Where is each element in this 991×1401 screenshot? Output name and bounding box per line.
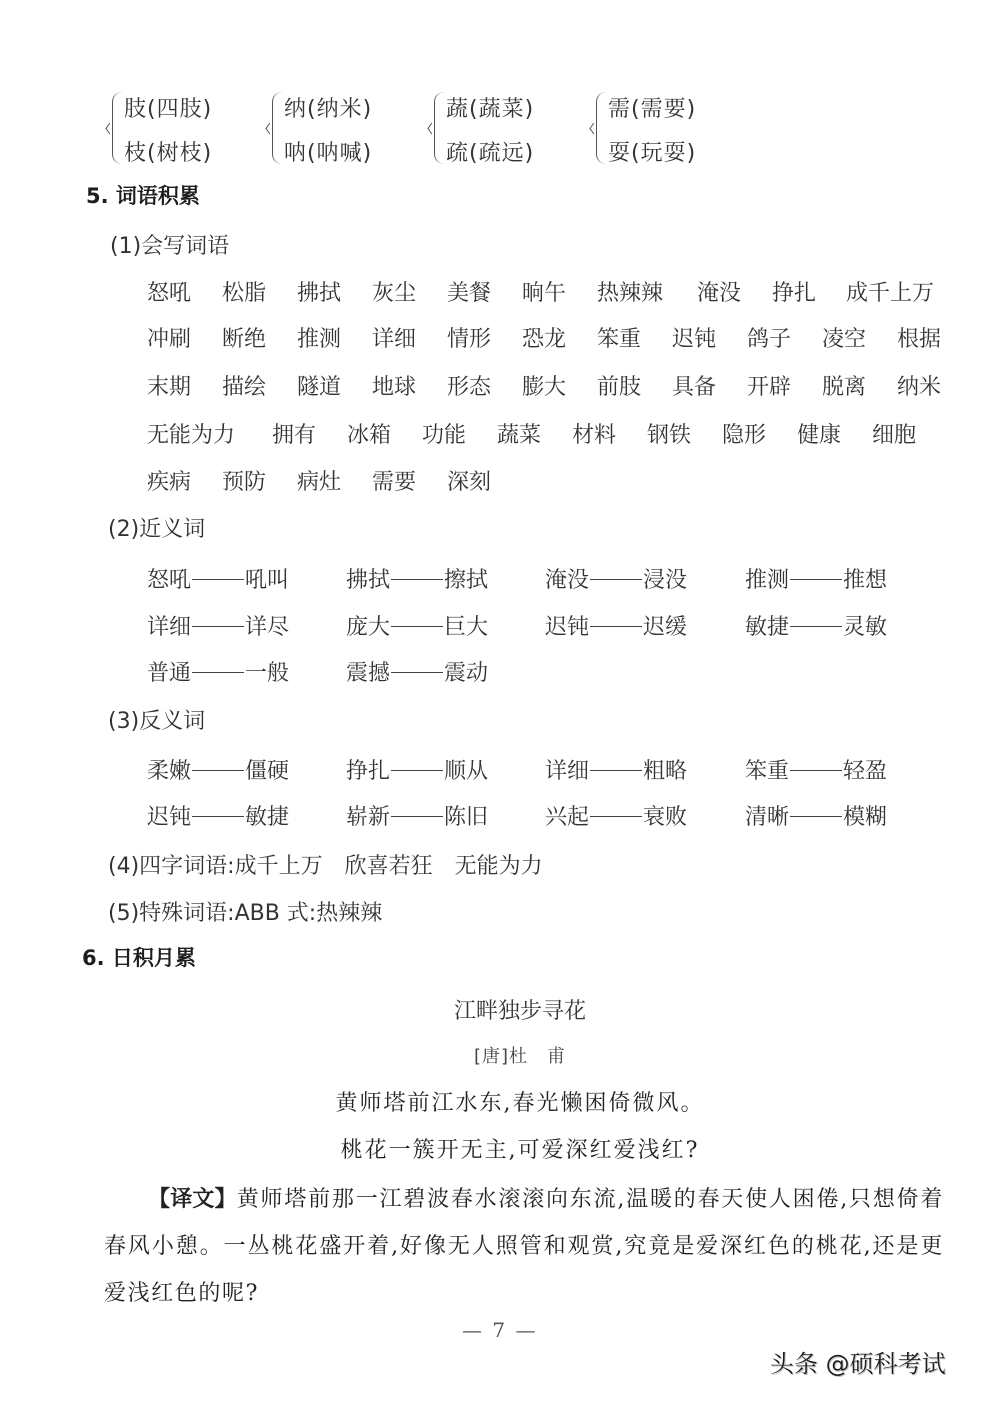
synonym-pair [545, 610, 687, 641]
word: 描绘 [222, 375, 267, 400]
word: 根据 [897, 327, 942, 352]
word: 灵敏 [843, 615, 888, 640]
synonym-pair [147, 563, 289, 594]
word: 美餐 [447, 281, 492, 306]
word: 情形 [447, 327, 492, 352]
part-4-line [108, 849, 543, 880]
word: 详尽 [245, 615, 290, 640]
four-character-words: 成千上万 欣喜若狂 无能为力 [234, 854, 543, 879]
word: 膨大 [522, 375, 567, 400]
word: 顺从 [444, 759, 489, 784]
word: 敏捷 [745, 615, 790, 640]
bracket-line: 纳(纳米) [284, 97, 373, 122]
synonym-pair [346, 610, 488, 641]
word: 衰败 [643, 805, 688, 830]
translation-paragraph [104, 1176, 944, 1317]
translation-text: 黄师塔前那一江碧波春水滚滚向东流,温暖的春天使人困倦,只想倚着春风小憩。一丛桃花盛开着,好像无人照管和观赏,究竟是爱深红色的桃花,还是更爱浅红色的呢? [104, 1187, 944, 1306]
synonym-pair [745, 563, 887, 594]
word: 材料 [572, 423, 617, 448]
dash-separator [391, 770, 443, 771]
word: 冲刷 [147, 327, 192, 352]
word: 隧道 [297, 375, 342, 400]
word: 热辣辣 [597, 281, 664, 306]
word: 吼叫 [245, 568, 290, 593]
word: 需要 [372, 470, 417, 495]
word: 健康 [797, 423, 842, 448]
word: 柔嫩 [147, 759, 192, 784]
bracket-line: 需(需要) [608, 97, 697, 122]
part-5-line [108, 896, 382, 927]
poem-title: 江畔独步寻花 [453, 999, 586, 1024]
word: 迟钝 [147, 805, 192, 830]
word: 松脂 [222, 281, 267, 306]
word: 隐形 [722, 423, 767, 448]
poem-line: 桃花一簇开无主,可爱深红爱浅红? [340, 1138, 700, 1163]
word: 成千上万 [846, 281, 935, 306]
page-number: — 7 — [462, 1318, 538, 1342]
word: 脱离 [822, 375, 867, 400]
word: 形态 [447, 375, 492, 400]
word: 陈旧 [444, 805, 489, 830]
word: 凌空 [822, 327, 867, 352]
dash-separator [790, 816, 842, 817]
dash-separator [192, 672, 244, 673]
word: 细胞 [872, 423, 917, 448]
antonym-pair [346, 800, 488, 831]
word: 巨大 [444, 615, 489, 640]
synonym-pair [147, 656, 289, 687]
word: 模糊 [843, 805, 888, 830]
poem-line: 黄师塔前江水东,春光懒困倚微风。 [335, 1091, 705, 1116]
word: 具备 [672, 375, 717, 400]
antonym-pair [346, 754, 488, 785]
bracket-line: 耍(玩耍) [608, 141, 697, 166]
part-4-label: (4)四字词语: [108, 854, 235, 879]
word: 纳米 [897, 375, 942, 400]
brace-icon [112, 92, 122, 164]
dash-separator [590, 770, 642, 771]
word: 迟钝 [545, 615, 590, 640]
poem-author: [唐]杜 甫 [473, 1046, 567, 1067]
word: 末期 [147, 375, 192, 400]
word: 震撼 [346, 661, 391, 686]
antonym-pair [147, 800, 289, 831]
word: 断绝 [222, 327, 267, 352]
word: 功能 [422, 423, 467, 448]
word: 迟钝 [672, 327, 717, 352]
word: 怒吼 [147, 281, 192, 306]
synonym-pair [147, 610, 289, 641]
word: 推想 [843, 568, 888, 593]
antonym-pair [745, 800, 887, 831]
word: 地球 [372, 375, 417, 400]
part-5-label: (5)特殊词语: [108, 901, 235, 926]
synonym-pair [745, 610, 887, 641]
word: 详细 [147, 615, 192, 640]
brace-icon [272, 92, 282, 164]
word: 拥有 [272, 423, 317, 448]
word: 前肢 [597, 375, 642, 400]
word: 迟缓 [643, 615, 688, 640]
word: 崭新 [346, 805, 391, 830]
word: 挣扎 [772, 281, 817, 306]
synonym-pair [545, 563, 687, 594]
word: 庞大 [346, 615, 391, 640]
part-1-label: (1)会写词语 [110, 234, 230, 259]
word: 敏捷 [245, 805, 290, 830]
special-words: ABB 式:热辣辣 [234, 901, 383, 926]
word: 开辟 [747, 375, 792, 400]
bracket-line: 枝(树枝) [124, 141, 213, 166]
word: 钢铁 [647, 423, 692, 448]
word: 灰尘 [372, 281, 417, 306]
dash-separator [590, 626, 642, 627]
word: 预防 [222, 470, 267, 495]
word: 普通 [147, 661, 192, 686]
dash-separator [590, 816, 642, 817]
dash-separator [391, 672, 443, 673]
brace-icon [596, 92, 606, 164]
word: 僵硬 [245, 759, 290, 784]
word: 清晰 [745, 805, 790, 830]
dash-separator [192, 770, 244, 771]
word: 病灶 [297, 470, 342, 495]
word: 详细 [545, 759, 590, 784]
word: 拂拭 [297, 281, 342, 306]
word: 浸没 [643, 568, 688, 593]
synonym-pair [346, 563, 488, 594]
antonym-pair [545, 754, 687, 785]
bracket-line: 呐(呐喊) [284, 141, 373, 166]
dash-separator [192, 579, 244, 580]
brace-icon [434, 92, 444, 164]
part-3-label: (3)反义词 [108, 709, 206, 734]
word: 无能为力 [147, 423, 236, 448]
bracket-line: 疏(疏远) [446, 141, 535, 166]
word: 拂拭 [346, 568, 391, 593]
word: 疾病 [147, 470, 192, 495]
word: 晌午 [522, 281, 567, 306]
dash-separator [790, 770, 842, 771]
word: 淹没 [697, 281, 742, 306]
dash-separator [391, 816, 443, 817]
word: 详细 [372, 327, 417, 352]
antonym-pair [545, 800, 687, 831]
word: 擦拭 [444, 568, 489, 593]
word: 冰箱 [347, 423, 392, 448]
antonym-pair [745, 754, 887, 785]
word: 鸽子 [747, 327, 792, 352]
dash-separator [391, 626, 443, 627]
dash-separator [391, 579, 443, 580]
word: 一般 [245, 661, 290, 686]
antonym-pair [147, 754, 289, 785]
dash-separator [790, 626, 842, 627]
dash-separator [790, 579, 842, 580]
word: 兴起 [545, 805, 590, 830]
synonym-pair [346, 656, 488, 687]
word: 粗略 [643, 759, 688, 784]
word: 深刻 [447, 470, 492, 495]
word: 推测 [297, 327, 342, 352]
part-2-label: (2)近义词 [108, 517, 206, 542]
word: 挣扎 [346, 759, 391, 784]
section-6-heading: 6. 日积月累 [82, 946, 196, 970]
watermark: 头条 @硕科考试 [770, 1350, 946, 1378]
translation-tag: 【译文】 [148, 1187, 237, 1212]
bracket-line: 蔬(蔬菜) [446, 97, 535, 122]
bracket-line: 肢(四肢) [124, 97, 213, 122]
word: 蔬菜 [497, 423, 542, 448]
word: 震动 [444, 661, 489, 686]
word: 怒吼 [147, 568, 192, 593]
word: 轻盈 [843, 759, 888, 784]
word: 笨重 [745, 759, 790, 784]
word: 笨重 [597, 327, 642, 352]
dash-separator [590, 579, 642, 580]
word: 淹没 [545, 568, 590, 593]
dash-separator [192, 816, 244, 817]
word: 推测 [745, 568, 790, 593]
dash-separator [192, 626, 244, 627]
section-5-heading: 5. 词语积累 [86, 184, 200, 208]
word: 恐龙 [522, 327, 567, 352]
